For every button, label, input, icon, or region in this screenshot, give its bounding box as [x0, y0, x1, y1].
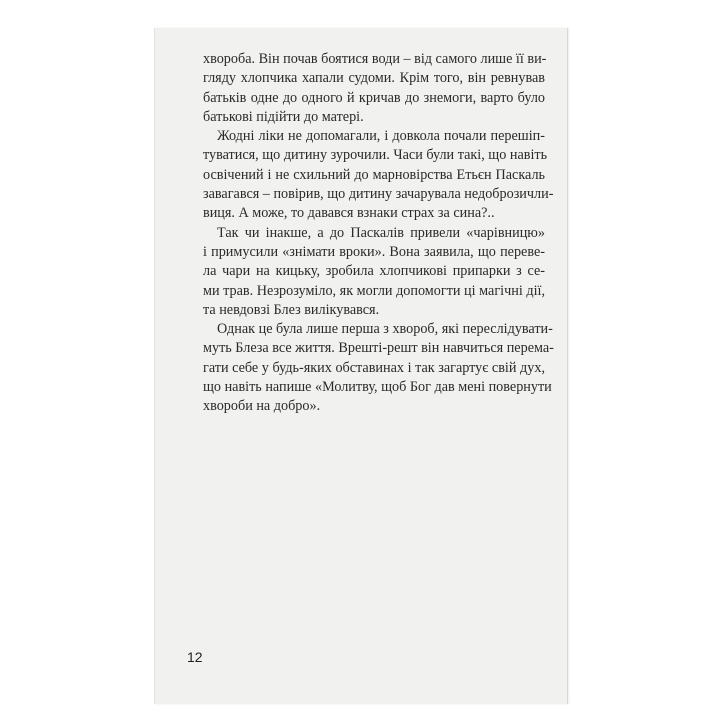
text-line: гати себе у будь-яких обставинах і так загартує свій дух, — [203, 359, 545, 376]
text-line: хвороба. Він почав боятися води – від самого лише її ви- — [203, 51, 547, 67]
text-line: виця. А може, то давався взнаки страх за сина?.. — [203, 205, 495, 222]
text-line: туватися, що дитину зурочили. Часи були такі, що навіть — [203, 147, 548, 164]
text-line: освічений і не схильний до марновірства Етьєн Паскаль — [203, 166, 545, 183]
text-line: муть Блеза все життя. Врешті-решт він навчиться перема- — [203, 340, 554, 357]
text-line: батьків одне до одного й кричав до знемоги, варто було — [203, 89, 545, 106]
text-line: завагався – повірив, що дитину зачарувала недоброзичли- — [203, 186, 554, 203]
page-number: 12 — [187, 649, 203, 665]
text-line: і примусили «знімати вроки». Вона заявила, що переве- — [203, 243, 545, 260]
text-line: Жодні ліки не допомагали, і довкола почали перешіп- — [217, 128, 545, 145]
text-line: батькові підійти до матері. — [203, 108, 364, 125]
text-line: ми трав. Незрозуміло, як могли допомогти ці магічні дії, — [203, 282, 545, 299]
book-page — [154, 28, 568, 704]
text-line: Однак це була лише перша з хвороб, які переслідувати- — [217, 321, 553, 338]
text-line: та невдовзі Блез вилікувався. — [203, 301, 380, 318]
text-line: хвороби на добро». — [203, 398, 321, 415]
text-line: Так чи інакше, а до Паскалів привели «чарівницю» — [217, 224, 545, 241]
text-line: що навіть напише «Молитву, щоб Бог дав мені повернути — [203, 379, 552, 396]
body-text — [203, 50, 554, 417]
text-line: гляду хлопчика хапали судоми. Крім того, він ревнував — [203, 70, 545, 87]
text-line: ла чари на кицьку, зробила хлопчикові припарки з се- — [203, 263, 545, 280]
